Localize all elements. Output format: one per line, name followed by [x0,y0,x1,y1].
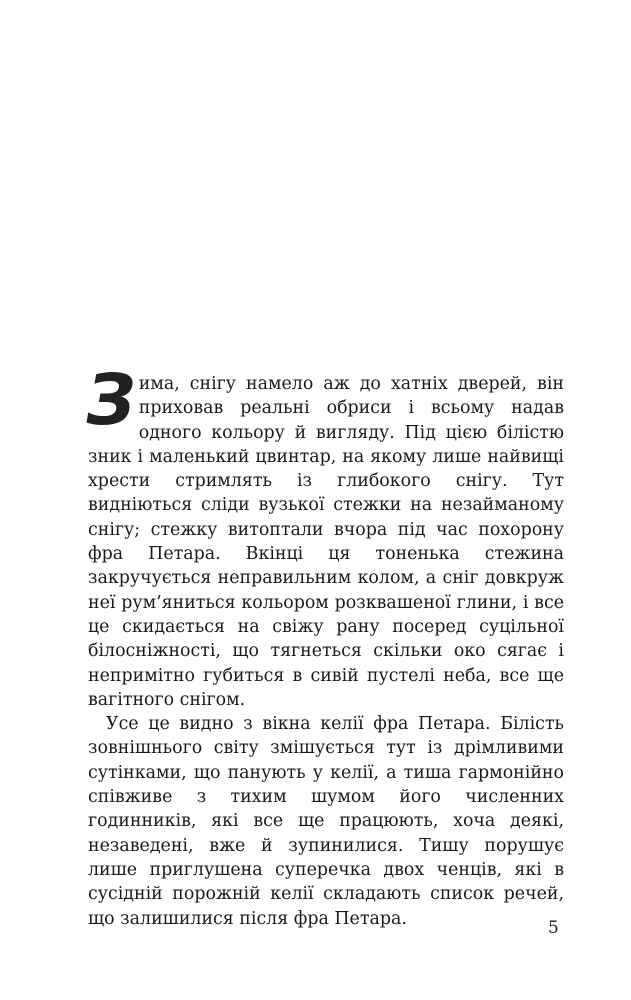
body-text [78,359,564,931]
paragraph-1-text: има, снігу намело аж до хатніх дверей, він приховав реальні обриси і всьому надав одного кольору й вигляду. Під цією білістю зник і маленький цвинтар, на якому лише найвищі хрести стримлять із глибокого снігу. Тут видніються сліди вузької стежки на незайманому снігу; стежку витоптали вчора під час похорону фра Петара. Вкінці ця тоненька стежина закручується неправильним колом, а сніг довкруж неї рум’яниться кольором розквашеної глини, і все це скидається на свіжу рану посеред суцільної білосніжності, що тягнеться скільки око сягає і непримітно губиться в сивій пустелі неба, все ще вагітного снігом. [88,374,564,710]
paragraph-2: Усе це видно з вікна келії фра Петара. Білість зовнішнього світу змішується тут із дрімливими сутінками, що панують у келії, а тиша гармонійно співживе з тихим шумом його численних годинників, які все ще працюють, хоча деякі, незаведені, вже й зупинилися. Тишу порушує лише приглушена суперечка двох ченців, які в сусідній порожній келії складають список речей, що залишилися після фра Петара. [88,714,564,929]
page-number: 5 [548,918,559,938]
paragraph-1 [78,359,564,712]
drop-cap: З [78,359,143,441]
